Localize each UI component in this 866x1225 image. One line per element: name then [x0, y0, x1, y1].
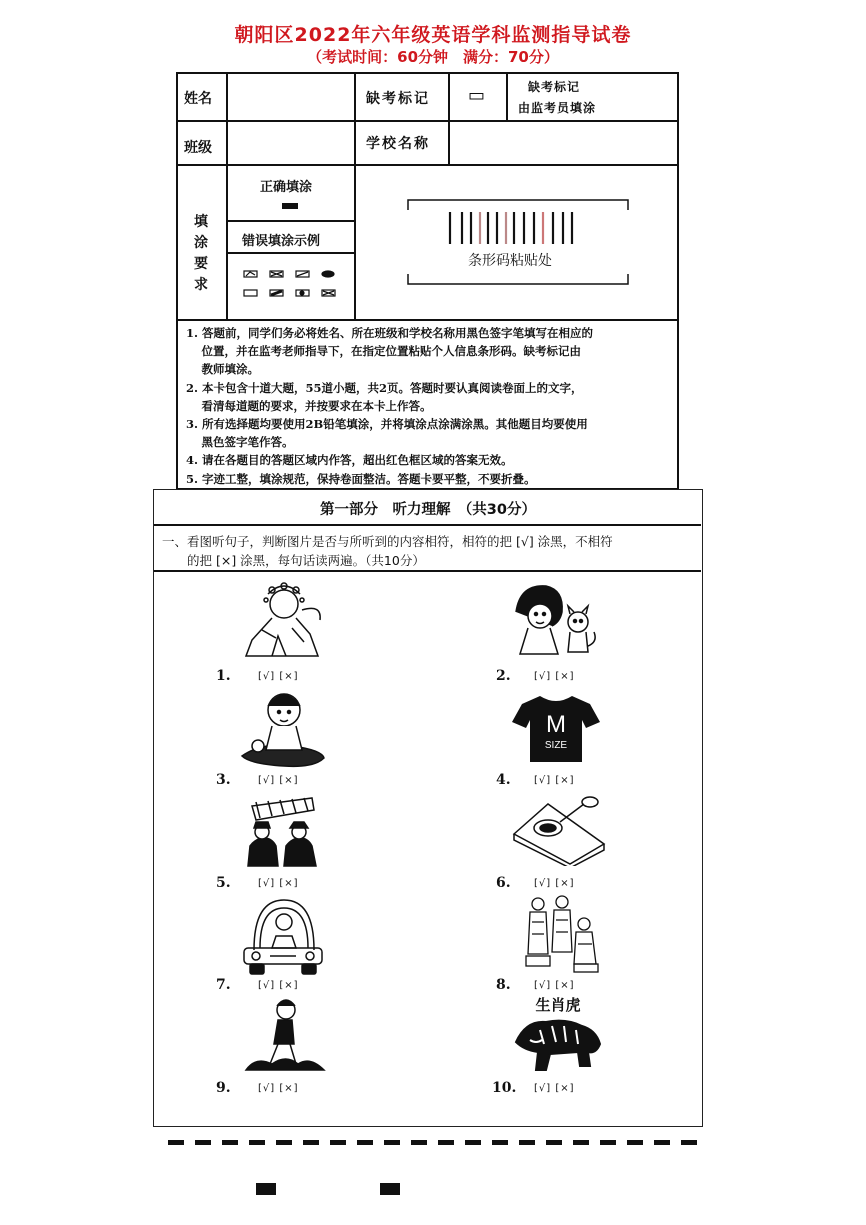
tiger-papercut-icon [510, 994, 606, 1076]
boy-walking-icon [244, 998, 328, 1074]
timing-dash [546, 1140, 562, 1145]
fill-requirement-label: 填 涂 要 求 [194, 214, 208, 293]
divider [154, 524, 701, 526]
section-title: 第一部分 听力理解 （共30分） [320, 502, 536, 518]
answer-marks[interactable]: [√] [×] [258, 671, 299, 682]
school-field[interactable] [450, 122, 675, 162]
divider [226, 220, 354, 222]
bowl-spoon-icon [510, 796, 606, 866]
wrong-fill-examples-icon [242, 268, 342, 304]
item-number: 10. [492, 1080, 517, 1096]
airplane-people-icon [242, 796, 322, 868]
timing-dash [384, 1140, 400, 1145]
name-label: 姓名 [184, 91, 212, 107]
timing-dash [438, 1140, 454, 1145]
barcode-area [404, 196, 632, 288]
item-number: 1. [216, 668, 231, 684]
absent-note: 由监考员填涂 [518, 101, 597, 115]
timing-dash [681, 1140, 697, 1145]
absent-label: 缺考标记 [366, 91, 430, 107]
info-table [176, 72, 679, 490]
girl-cat-icon [510, 582, 600, 658]
answer-marks[interactable]: [√] [×] [258, 775, 299, 786]
question-instructions: 一、看图听句子，判断图片是否与所听到的内容相符，相符的把 [√] 涂黑，不相符 的把 [×] 涂黑，每句话读两遍。（共10分） [162, 534, 613, 568]
class-field[interactable] [228, 122, 352, 162]
terracotta-warriors-icon [518, 894, 602, 974]
timing-dash [465, 1140, 481, 1145]
shirt-size-text: SIZE [544, 740, 568, 751]
answer-marks[interactable]: [√] [×] [534, 1083, 575, 1094]
school-label: 学校名称 [366, 136, 430, 152]
timing-dash [168, 1140, 184, 1145]
divider [354, 74, 356, 319]
timing-dash [303, 1140, 319, 1145]
tiger-caption: 生肖虎 [535, 996, 581, 1014]
correct-fill-label: 正确填涂 [260, 180, 313, 195]
absent-checkbox[interactable]: ▭ [468, 85, 486, 106]
answer-marks[interactable]: [√] [×] [534, 775, 575, 786]
divider [178, 164, 677, 166]
instructions: 1. 答题前，同学们务必将姓名、所在班级和学校名称用黑色签字笔填写在相应的 位置，并在监考老师指导下，在指定位置粘贴个人信息条形码。缺考标记由 教师填涂。 2. 本卡包含十道大题，55道小题，共2页。答题时要认真阅读卷面上的文字， 看清每道题的要求，并按要求在本卡上作答。 3. 所有选择题均要使用2B铅笔填涂，并将填涂点涂满涂黑。其他题目均要使用 黑色签字笔作答。 4. 请在各题目的答题区域内作答，超出红色框区域的答案无效。 5. 字迹工整，填涂规范，保持卷面整洁。答题卡要平整，不要折叠。 [186, 326, 594, 486]
exam-time-score: （考试时间：60分钟 满分：70分） [307, 48, 559, 66]
item-number: 3. [216, 772, 231, 788]
item-number: 2. [496, 668, 511, 684]
answer-marks[interactable]: [√] [×] [534, 878, 575, 889]
item-number: 4. [496, 772, 511, 788]
timing-dash [492, 1140, 508, 1145]
answer-marks[interactable]: [√] [×] [534, 980, 575, 991]
name-field[interactable] [228, 76, 352, 118]
answer-marks[interactable]: [√] [×] [258, 980, 299, 991]
divider [178, 319, 677, 321]
timing-dash [357, 1140, 373, 1145]
tshirt-icon [512, 694, 600, 764]
timing-dash [276, 1140, 292, 1145]
timing-dash [330, 1140, 346, 1145]
timing-block [380, 1183, 400, 1195]
absent-note: 缺考标记 [528, 80, 581, 94]
divider [226, 252, 354, 254]
answer-marks[interactable]: [√] [×] [258, 1083, 299, 1094]
car-driver-icon [240, 896, 326, 978]
timing-dash [222, 1140, 238, 1145]
timing-dash [519, 1140, 535, 1145]
timing-dash [654, 1140, 670, 1145]
item-number: 9. [216, 1080, 231, 1096]
opera-figure-icon [232, 580, 328, 660]
page-title: 朝阳区2022年六年级英语学科监测指导试卷 [234, 24, 632, 46]
wrong-fill-label: 错误填涂示例 [242, 234, 321, 249]
timing-dash [411, 1140, 427, 1145]
answer-marks[interactable]: [√] [×] [258, 878, 299, 889]
divider [506, 74, 508, 120]
boy-playing-icon [238, 690, 328, 770]
barcode-label: 条形码粘贴处 [468, 253, 552, 269]
item-number: 5. [216, 875, 231, 891]
item-number: 8. [496, 977, 511, 993]
divider [154, 570, 701, 572]
timing-dash [600, 1140, 616, 1145]
item-number: 7. [216, 977, 231, 993]
class-label: 班级 [184, 140, 212, 156]
timing-dash [249, 1140, 265, 1145]
item-number: 6. [496, 875, 511, 891]
correct-fill-mark [282, 203, 298, 209]
timing-block [256, 1183, 276, 1195]
timing-dash [195, 1140, 211, 1145]
timing-dash [573, 1140, 589, 1145]
timing-dash [627, 1140, 643, 1145]
answer-marks[interactable]: [√] [×] [534, 671, 575, 682]
shirt-letter: M [546, 711, 566, 738]
